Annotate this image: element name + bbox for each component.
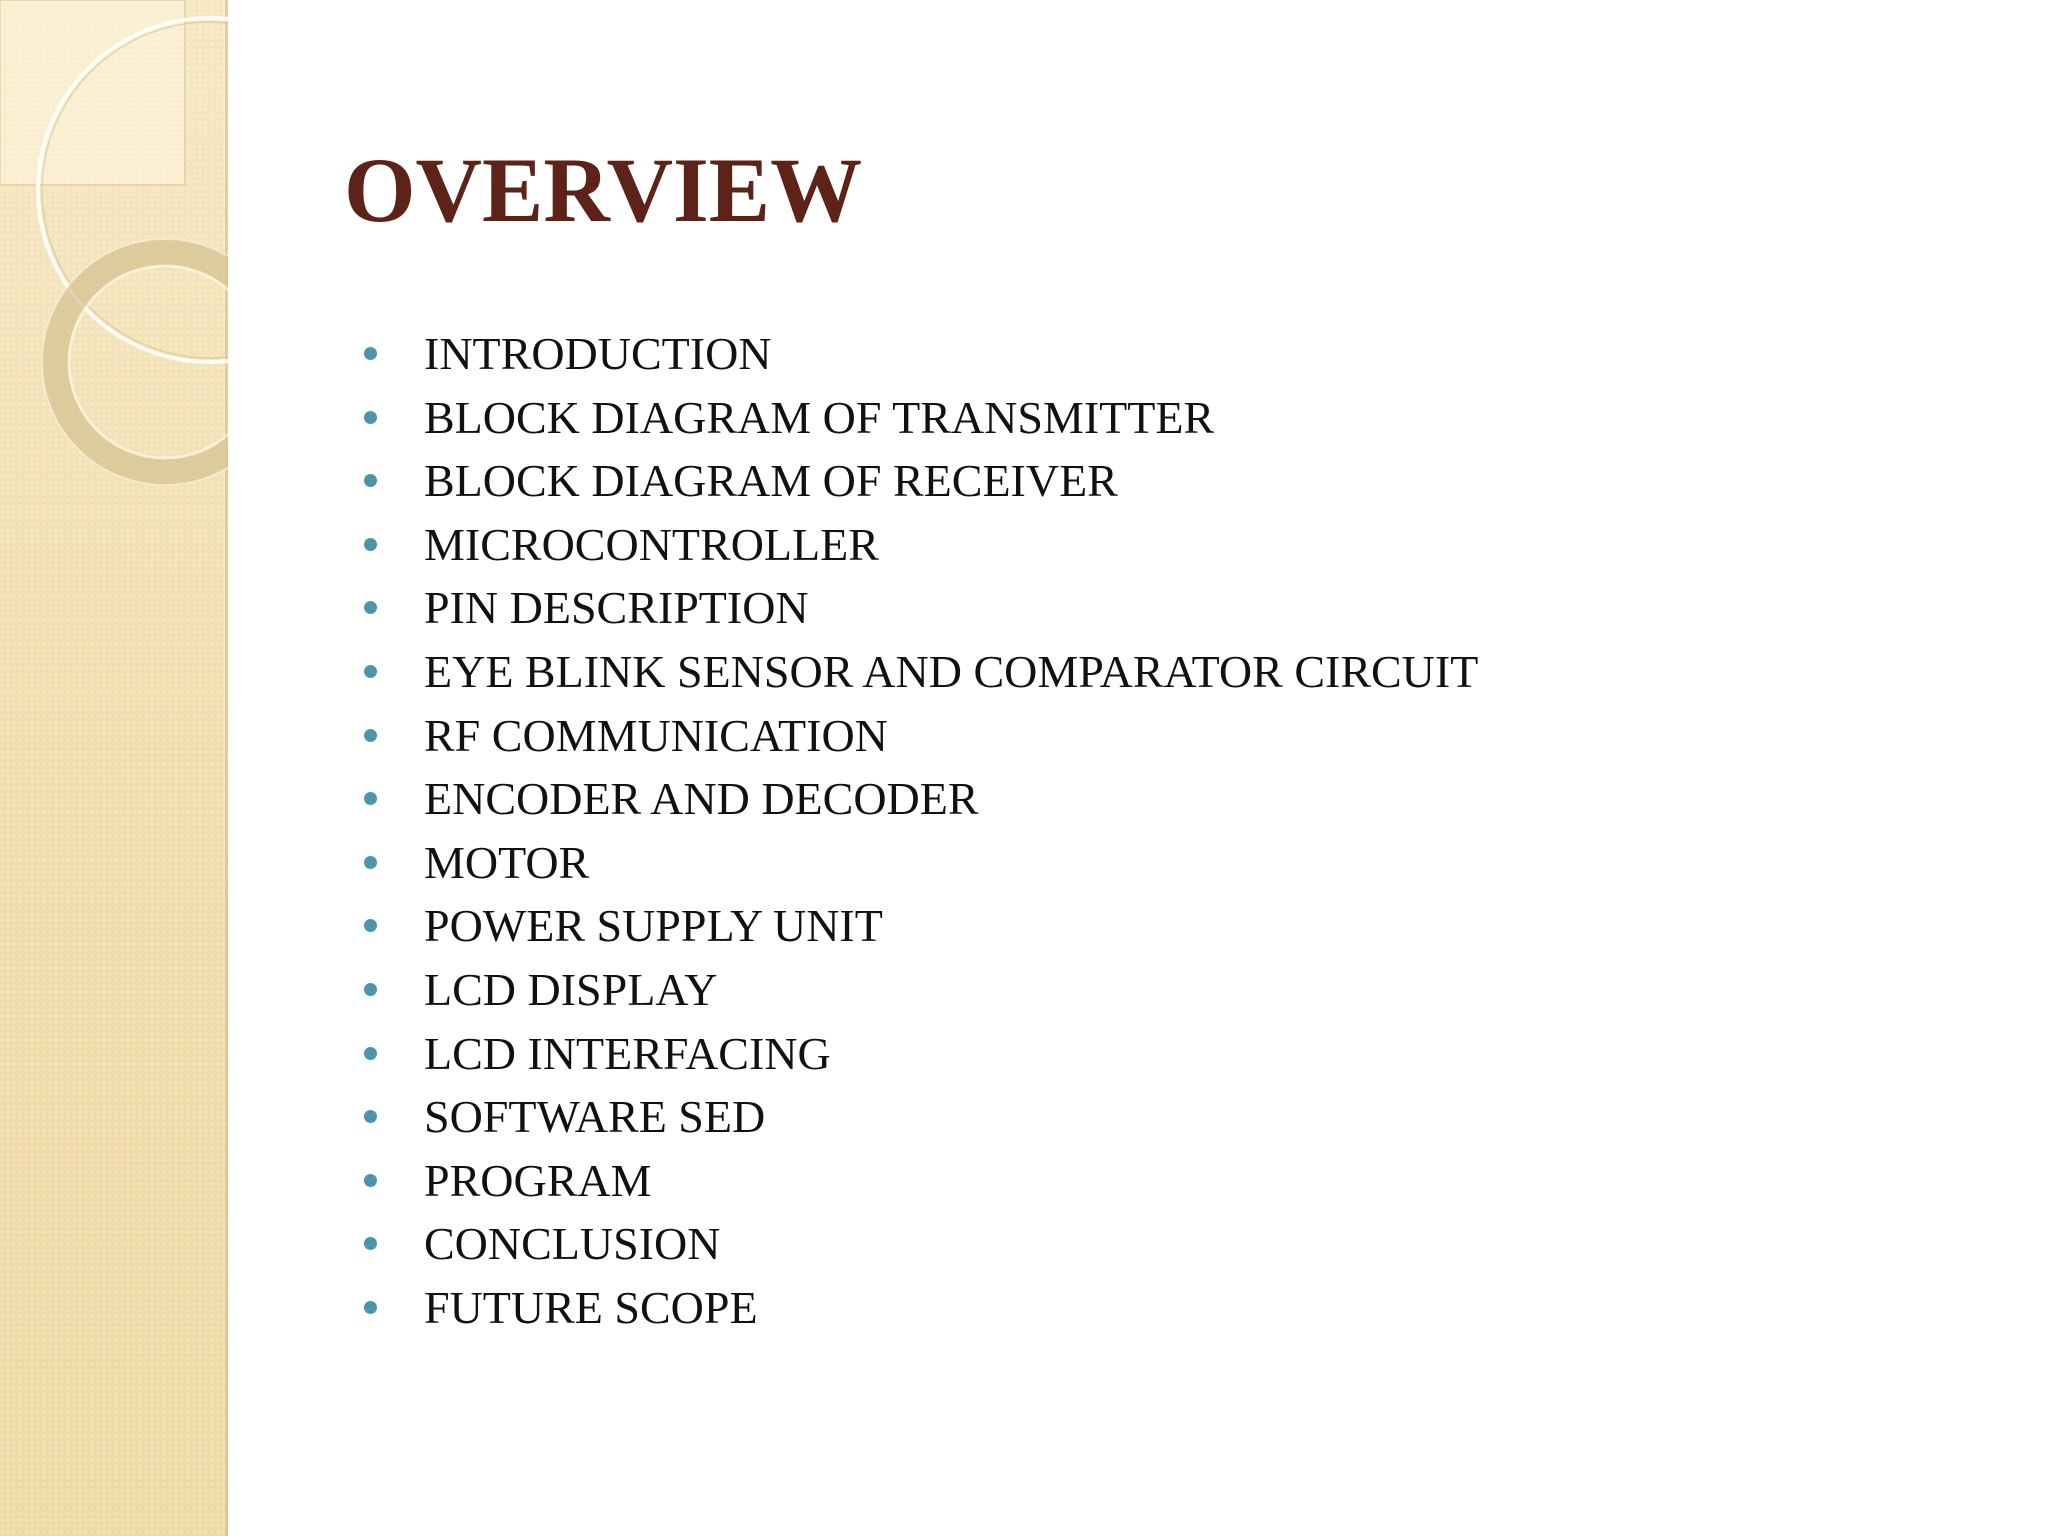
- list-item: [360, 958, 1478, 1022]
- list-item-label: RF COMMUNICATION: [424, 709, 888, 761]
- list-item-label: INTRODUCTION: [424, 328, 772, 379]
- bullet-dot-icon: [364, 856, 377, 869]
- list-item-label: BLOCK DIAGRAM OF TRANSMITTER: [424, 391, 1215, 443]
- list-item: [360, 576, 1478, 640]
- list-item-label: LCD INTERFACING: [424, 1027, 831, 1079]
- list-item: [360, 704, 1478, 768]
- list-item-label: POWER SUPPLY UNIT: [424, 900, 883, 952]
- list-item: [360, 1149, 1478, 1213]
- decorative-side-panel: [0, 0, 228, 1536]
- list-item-label: CONCLUSION: [424, 1218, 721, 1270]
- list-item-label: EYE BLINK SENSOR AND COMPARATOR CIRCUIT: [424, 645, 1479, 697]
- bullet-dot-icon: [364, 538, 377, 551]
- list-item-label: PROGRAM: [424, 1154, 652, 1206]
- bullet-dot-icon: [364, 792, 377, 805]
- bullet-dot-icon: [364, 601, 377, 614]
- list-item: [360, 894, 1478, 958]
- bullet-dot-icon: [364, 919, 377, 932]
- list-item-label: FUTURE SCOPE: [424, 1281, 758, 1333]
- bullet-dot-icon: [364, 1301, 377, 1314]
- list-item: [360, 831, 1478, 895]
- bullet-dot-icon: [364, 474, 377, 487]
- slide-title: OVERVIEW: [344, 139, 863, 241]
- list-item: [360, 1022, 1478, 1086]
- bullet-dot-icon: [364, 1110, 377, 1123]
- ring-decoration-icon: [0, 0, 228, 1536]
- list-item: [360, 640, 1478, 704]
- list-item: [360, 1212, 1478, 1276]
- list-item: [360, 322, 1478, 386]
- overview-list: [360, 322, 1478, 1340]
- bullet-dot-icon: [364, 729, 377, 742]
- list-item: [360, 386, 1478, 450]
- list-item-label: BLOCK DIAGRAM OF RECEIVER: [424, 455, 1118, 507]
- bullet-dot-icon: [364, 347, 377, 360]
- list-item: [360, 1276, 1478, 1340]
- list-item-label: LCD DISPLAY: [424, 963, 718, 1015]
- bullet-dot-icon: [364, 1174, 377, 1187]
- list-item-label: ENCODER AND DECODER: [424, 773, 979, 825]
- list-item-label: MOTOR: [424, 836, 590, 888]
- list-item: [360, 449, 1478, 513]
- list-item: [360, 1085, 1478, 1149]
- list-item-label: SOFTWARE SED: [424, 1091, 766, 1143]
- bullet-dot-icon: [364, 411, 377, 424]
- list-item-label: MICROCONTROLLER: [424, 518, 879, 570]
- list-item: [360, 767, 1478, 831]
- bullet-dot-icon: [364, 1237, 377, 1250]
- bullet-dot-icon: [364, 665, 377, 678]
- bullet-dot-icon: [364, 983, 377, 996]
- list-item: [360, 513, 1478, 577]
- list-item-label: PIN DESCRIPTION: [424, 582, 809, 634]
- bullet-dot-icon: [364, 1047, 377, 1060]
